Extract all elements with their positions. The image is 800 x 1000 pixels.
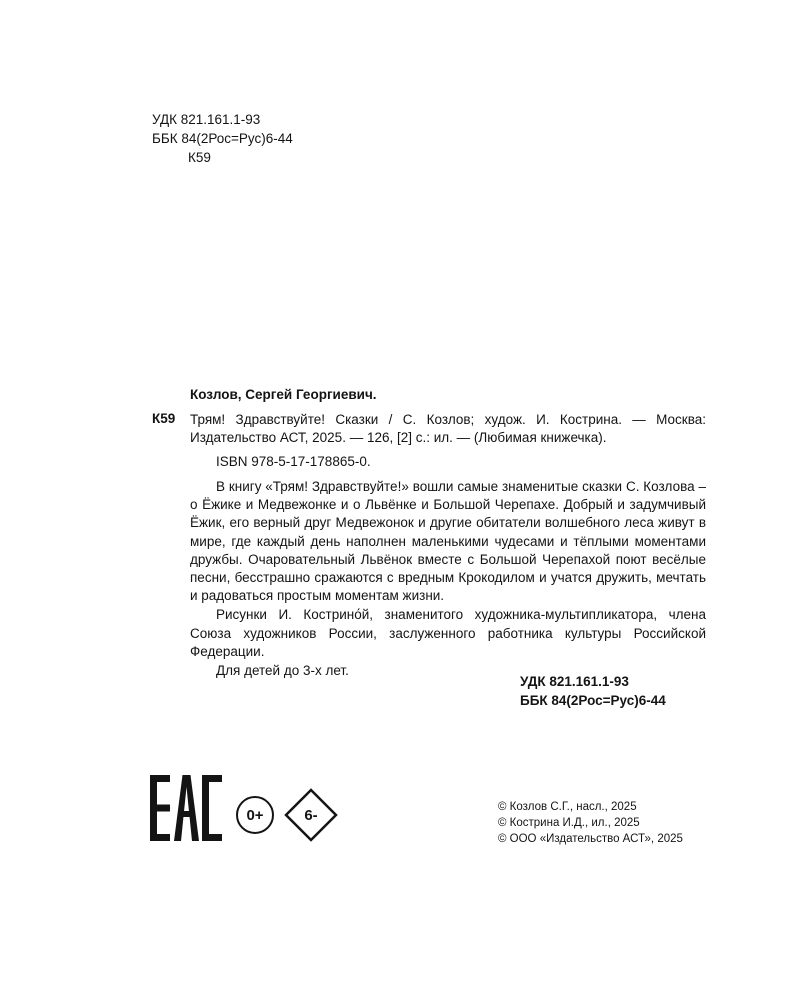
age-rating-6minus: 6- bbox=[304, 806, 318, 824]
author-heading: Козлов, Сергей Георгиевич. bbox=[190, 387, 377, 402]
top-classification-codes bbox=[152, 110, 293, 167]
annotation bbox=[190, 478, 706, 680]
author-mark: К59 bbox=[152, 411, 176, 426]
copyright-block bbox=[498, 799, 683, 847]
age-note: Для детей до 3-х лет. bbox=[216, 663, 349, 679]
top-udk: УДК 821.161.1-93 bbox=[152, 112, 261, 127]
copyright-line: © ООО «Издательство АСТ», 2025 bbox=[498, 833, 683, 845]
bottom-bbk: ББК 84(2Рос=Рус)6-44 bbox=[520, 693, 666, 708]
bottom-udk: УДК 821.161.1-93 bbox=[520, 674, 629, 689]
annotation-paragraph: В книгу «Трям! Здравствуйте!» вошли самые знаменитые сказки С. Козлова – о Ёжике и Медвежонке и о Львёнке и Большой Черепахе. Добрый и задумчивый Ёжик, его верный друг Медвежонок и другие обитатели волшебного леса живут в мире, где каждый день наполнен маленькими чудесами и тёплыми моментами дружбы. Очаровательный Львёнок вместе с Большой Черепахой поют весёлые песни, бесстрашно сражаются с вредным Крокодилом и учатся дружить, мечтать и радоваться простым моментам жизни. bbox=[190, 479, 706, 604]
top-bbk: ББК 84(2Рос=Рус)6-44 bbox=[152, 131, 293, 146]
top-author-mark: К59 bbox=[188, 150, 211, 165]
isbn: ISBN 978-5-17-178865-0. bbox=[216, 454, 371, 469]
illustrator-note: Рисунки И. Кострино́й, знаменитого художника-мультипликатора, члена Союза художников России, заслуженного работника культуры Российской Федерации. bbox=[190, 607, 706, 659]
bottom-classification-codes bbox=[520, 672, 666, 710]
copyright-line: © Козлов С.Г., насл., 2025 bbox=[498, 801, 637, 813]
age-rating-0plus: 0+ bbox=[236, 796, 274, 834]
eac-mark-icon bbox=[150, 775, 222, 841]
copyright-line: © Кострина И.Д., ил., 2025 bbox=[498, 817, 640, 829]
bibliographic-description: Трям! Здравствуйте! Сказки / С. Козлов; худож. И. Кострина. — Москва: Издательство АСТ, 2025. — 126, [2] с.: ил. — (Любимая книжечка). bbox=[190, 412, 706, 445]
